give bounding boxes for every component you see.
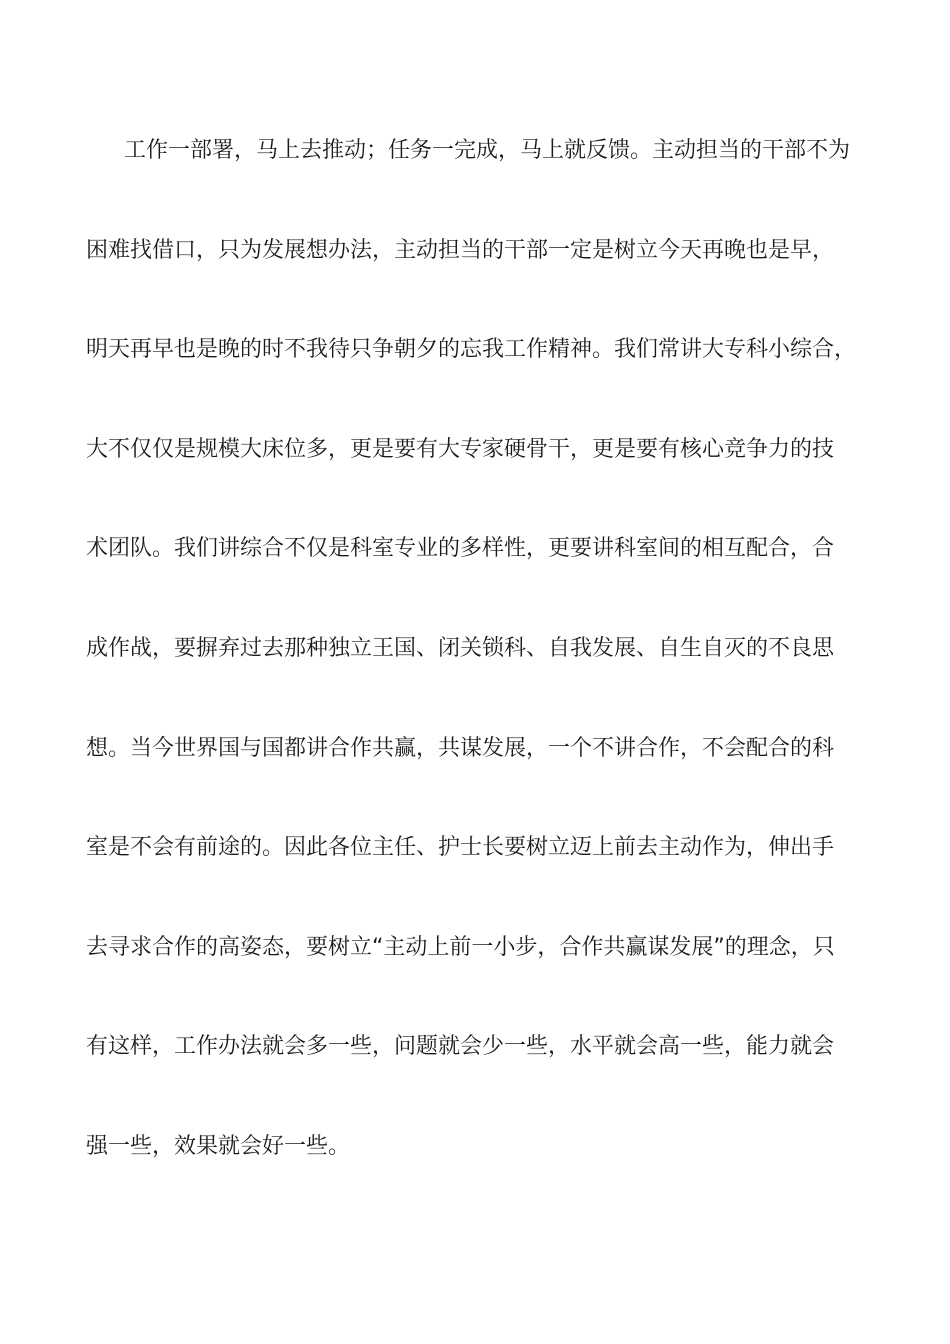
paragraph-line-3: 明天再早也是晚的时不我待只争朝夕的忘我工作精神。我们常讲大专科小综合， xyxy=(86,337,857,363)
paragraph-line-9: 去寻求合作的高姿态，要树立“主动上前一小步，合作共赢谋发展”的理念，只 xyxy=(86,934,835,960)
paragraph-line-8: 室是不会有前途的。因此各位主任、护士长要树立迈上前去主动作为，伸出手 xyxy=(86,835,835,861)
paragraph-line-5: 术团队。我们讲综合不仅是科室专业的多样性，更要讲科室间的相互配合，合 xyxy=(86,536,835,562)
paragraph-line-1: 工作一部署，马上去推动；任务一完成，马上就反馈。主动担当的干部不为 xyxy=(124,138,851,163)
body-paragraph xyxy=(86,128,886,1224)
paragraph-line-2: 困难找借口，只为发展想办法，主动担当的干部一定是树立今天再晚也是早， xyxy=(86,237,835,263)
paragraph-line-10: 有这样，工作办法就会多一些，问题就会少一些，水平就会高一些，能力就会 xyxy=(86,1034,835,1060)
paragraph-line-4: 大不仅仅是规模大床位多，更是要有大专家硬骨干，更是要有核心竞争力的技 xyxy=(86,436,835,462)
paragraph-line-11: 强一些，效果就会好一些。 xyxy=(86,1133,351,1159)
paragraph-line-7: 想。当今世界国与国都讲合作共赢，共谋发展，一个不讲合作，不会配合的科 xyxy=(86,735,835,761)
paragraph-line-6: 成作战，要摒弃过去那种独立王国、闭关锁科、自我发展、自生自灭的不良思 xyxy=(86,635,835,661)
